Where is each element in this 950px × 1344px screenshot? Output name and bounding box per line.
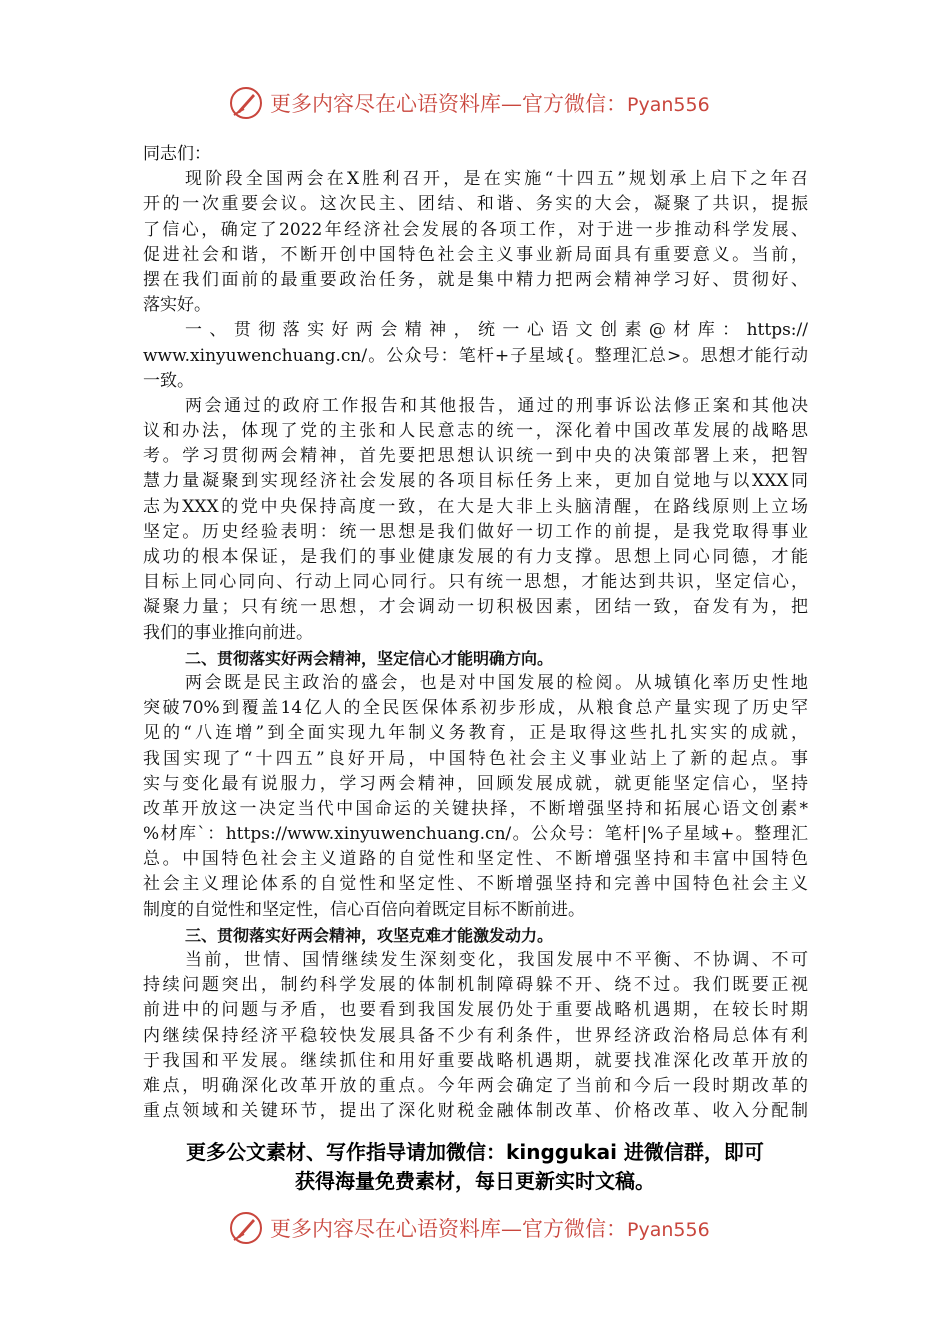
text-line: 开的一次重要会议。这次民主、团结、和谐、务实的大会，凝聚了共识，提振	[143, 194, 808, 215]
promo-notice	[0, 1138, 950, 1196]
quill-logo-icon	[228, 85, 264, 121]
text-line: 凝聚力量；只有统一思想，才会调动一切积极因素，团结一致，奋发有为，把	[143, 597, 808, 618]
text-line: 现阶段全国两会在X胜利召开，是在实施“十四五”规划承上启下之年召	[185, 169, 808, 190]
text-line: 一致。	[143, 370, 194, 391]
text-line: 落实好。	[143, 295, 211, 316]
text-line: 促进社会和谐，不断开创中国特色社会主义事业新局面具有重要意义。当前，	[143, 244, 808, 265]
text-line: %材库`：https://www.xinyuwenchuang.cn/。公众号：笔杆|%子星域+。整理汇	[143, 824, 808, 845]
header-banner-handle: Pyan556	[627, 94, 710, 116]
text-line: 我们的事业推向前进。	[143, 622, 313, 643]
footer-banner-handle: Pyan556	[627, 1219, 710, 1241]
text-line: 两会既是民主政治的盛会，也是对中国发展的检阅。从城镇化率历史性地	[185, 672, 808, 693]
text-line: 重点领域和关键环节，提出了深化财税金融体制改革、价格改革、收入分配制	[143, 1101, 808, 1122]
text-line: 成功的根本保证，是我们的事业健康发展的有力支撑。思想上同心同德，才能	[143, 547, 808, 567]
header-banner-text: 更多内容尽在心语资料库—官方微信：Pyan556	[270, 92, 710, 116]
text-line: 坚定。历史经验表明：统一思想是我们做好一切工作的前提，是我党取得事业	[143, 521, 808, 542]
text-line: 了信心，确定了2022年经济社会发展的各项工作，对于进一步推动科学发展、	[143, 219, 808, 240]
text-line: 我国实现了“十四五”良好开局，中国特色社会主义事业站上了新的起点。事	[143, 748, 808, 769]
text-line: 改革开放这一决定当代中国命运的关键抉择，不断增强坚持和拓展心语文创素*	[143, 798, 808, 819]
text-line: 社会主义理论体系的自觉性和坚定性、不断增强坚持和完善中国特色社会主义	[143, 874, 808, 895]
text-line: 难点，明确深化改革开放的重点。今年两会确定了当前和今后一段时期改革的	[143, 1075, 808, 1096]
text-line: 制度的自觉性和坚定性，信心百倍向着既定目标不断前进。	[143, 899, 585, 920]
text-line: 考。学习贯彻两会精神，首先要把思想认识统一到中央的决策部署上来，把智	[143, 446, 808, 467]
text-line: 慧力量凝聚到实现经济社会发展的各项目标任务上来，更加自觉地与以XXX同	[143, 471, 808, 492]
section-heading-1: 一、贯彻落实好两会精神，统一心语文创素@材库：https://	[185, 320, 808, 341]
text-line: 总。中国特色社会主义道路的自觉性和坚定性、不断增强坚持和丰富中国特色	[143, 849, 808, 870]
text-line: 见的“八连增”到全面实现九年制义务教育，正是取得这些扎扎实实的成就，	[143, 723, 808, 744]
text-line: 目标上同心同向、行动上同心同行。只有统一思想，才能达到共识，坚定信心，	[143, 572, 808, 593]
document-body	[143, 142, 808, 1124]
salutation: 同志们：	[143, 144, 211, 164]
text-line: 于我国和平发展。继续抓住和用好重要战略机遇期，就要找准深化改革开放的	[143, 1050, 808, 1071]
section-heading-2: 二、贯彻落实好两会精神，坚定信心才能明确方向。	[185, 648, 554, 668]
section-heading-3: 三、贯彻落实好两会精神，攻坚克难才能激发动力。	[185, 925, 554, 945]
text-line: 前进中的问题与矛盾，也要看到我国发展仍处于重要战略机遇期，在较长时期	[143, 1000, 808, 1021]
text-line: 摆在我们面前的最重要政治任务，就是集中精力把两会精神学习好、贯彻好、	[143, 269, 808, 290]
text-line: 持续问题突出，制约科学发展的体制机制障碍躲不开、绕不过。我们既要正视	[143, 975, 808, 996]
text-line: 当前，世情、国情继续发生深刻变化，我国发展中不平衡、不协调、不可	[185, 950, 808, 970]
text-line: 实与变化最有说服力，学习两会精神，回顾发展成就，就更能坚定信心，坚持	[143, 773, 808, 794]
text-line: 两会通过的政府工作报告和其他报告，通过的刑事诉讼法修正案和其他决	[185, 395, 808, 416]
footer-banner-text: 更多内容尽在心语资料库—官方微信：Pyan556	[270, 1217, 710, 1241]
text-line: 内继续保持经济平稳较快发展具备不少有利条件，世界经济政治格局总体有利	[143, 1025, 808, 1046]
header-banner	[0, 83, 950, 123]
promo-line-1: 更多公文素材、写作指导请加微信：kinggukai 进微信群，即可	[186, 1140, 764, 1164]
text-line: 议和办法，体现了党的主张和人民意志的统一，深化着中国改革发展的战略思	[143, 421, 808, 442]
text-line: www.xinyuwenchuang.cn/。公众号：笔杆+子星域{。整理汇总>。思想才能行动	[143, 345, 808, 366]
quill-logo-icon	[228, 1210, 264, 1246]
promo-line-2: 获得海量免费素材，每日更新实时文稿。	[295, 1169, 655, 1193]
text-line: 突破70%到覆盖14亿人的全民医保体系初步形成，从粮食总产量实现了历史罕	[143, 698, 808, 719]
text-line: 志为XXX的党中央保持高度一致，在大是大非上头脑清醒，在路线原则上立场	[143, 496, 808, 517]
footer-banner	[0, 1208, 950, 1248]
